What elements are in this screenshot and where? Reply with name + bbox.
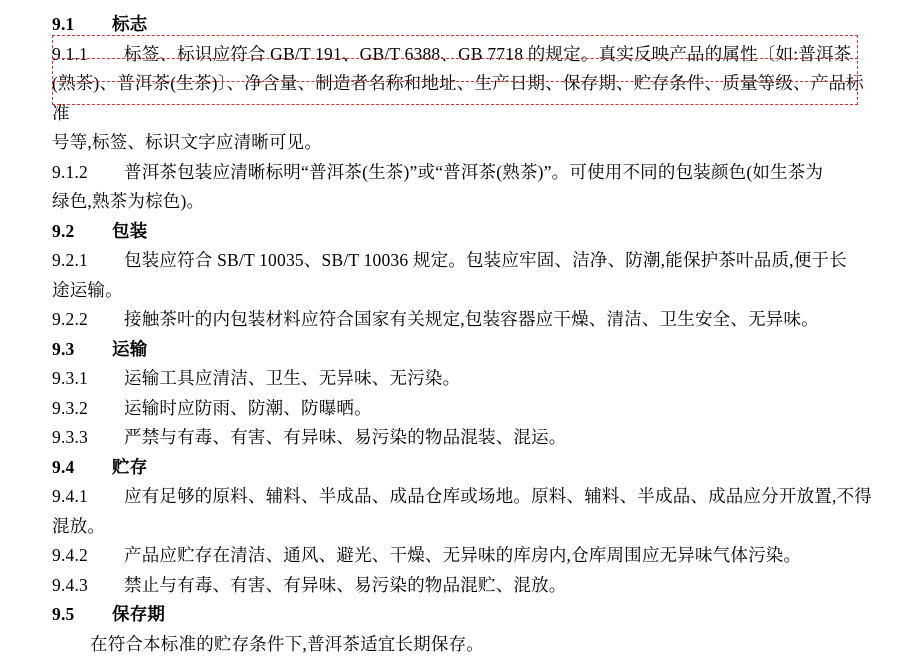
section-heading	[52, 600, 872, 630]
paragraph-text: 在符合本标准的贮存条件下,普洱茶适宜长期保存。	[52, 630, 872, 659]
clause-9-2-2	[52, 305, 872, 335]
section-number: 9.3	[52, 335, 104, 365]
clause-text: 标签、标识应符合 GB/T 191、GB/T 6388、GB 7718 的规定。真实反映产品的属性〔如:普洱茶	[124, 44, 851, 64]
closing-paragraph	[52, 630, 872, 659]
clause-line	[52, 364, 872, 394]
clause-number: 9.4.2	[52, 541, 124, 571]
annotation-highlight-rule	[52, 81, 858, 82]
clause-line: (熟茶)、普洱茶(生茶)〕、净含量、制造者名称和地址、生产日期、保存期、贮存条件、质量等级、产品标准	[52, 69, 872, 128]
section-number: 9.2	[52, 217, 104, 247]
section-heading	[52, 217, 872, 247]
clause-9-3-2	[52, 394, 872, 424]
clause-number: 9.2.1	[52, 246, 124, 276]
clause-9-4-2	[52, 541, 872, 571]
section-heading	[52, 335, 872, 365]
section-title: 贮存	[104, 457, 147, 477]
clause-number: 9.2.2	[52, 305, 124, 335]
clause-text: 产品应贮存在清洁、通风、避光、干燥、无异味的库房内,仓库周围应无异味气体污染。	[124, 545, 801, 565]
section-number: 9.4	[52, 453, 104, 483]
clause-9-1-2	[52, 158, 872, 217]
clause-9-4-3	[52, 571, 872, 601]
section-number: 9.1	[52, 10, 104, 40]
clause-line	[52, 541, 872, 571]
clause-line	[52, 305, 872, 335]
section-number: 9.5	[52, 600, 104, 630]
clause-line: 绿色,熟茶为棕色)。	[52, 187, 872, 217]
clause-line	[52, 482, 872, 512]
section-heading	[52, 453, 872, 483]
clause-line: 号等,标签、标识文字应清晰可见。	[52, 128, 872, 158]
section-9-1	[52, 10, 872, 40]
clause-9-4-1	[52, 482, 872, 541]
clause-text: 严禁与有毒、有害、有异味、易污染的物品混装、混运。	[124, 427, 567, 447]
clause-text: 应有足够的原料、辅料、半成品、成品仓库或场地。原料、辅料、半成品、成品应分开放置,不得	[124, 486, 872, 506]
clause-9-3-1	[52, 364, 872, 394]
clause-number: 9.1.1	[52, 40, 124, 70]
clause-line	[52, 394, 872, 424]
section-title: 包装	[104, 221, 147, 241]
clause-text: 普洱茶包装应清晰标明“普洱茶(生茶)”或“普洱茶(熟茶)”。可使用不同的包装颜色(如生茶为	[124, 162, 823, 182]
clause-line	[52, 571, 872, 601]
clause-text: 运输工具应清洁、卫生、无异味、无污染。	[124, 368, 460, 388]
section-title: 标志	[104, 14, 147, 34]
clause-line	[52, 246, 872, 276]
clause-number: 9.3.3	[52, 423, 124, 453]
section-heading	[52, 10, 872, 40]
section-title: 保存期	[104, 604, 165, 624]
clause-line: 途运输。	[52, 276, 872, 306]
annotation-highlight-rule	[52, 58, 858, 59]
clause-number: 9.4.1	[52, 482, 124, 512]
clause-9-3-3	[52, 423, 872, 453]
section-9-2	[52, 217, 872, 247]
clause-number: 9.3.1	[52, 364, 124, 394]
clause-line	[52, 158, 872, 188]
section-9-3	[52, 335, 872, 365]
clause-9-2-1	[52, 246, 872, 305]
clause-text: 接触茶叶的内包装材料应符合国家有关规定,包装容器应干燥、清洁、卫生安全、无异味。	[124, 309, 819, 329]
clause-text: 禁止与有毒、有害、有异味、易污染的物品混贮、混放。	[124, 575, 567, 595]
section-9-5	[52, 600, 872, 630]
section-title: 运输	[104, 339, 147, 359]
clause-number: 9.4.3	[52, 571, 124, 601]
clause-line: 混放。	[52, 512, 872, 542]
clause-line	[52, 423, 872, 453]
clause-line	[52, 40, 872, 70]
clause-number: 9.1.2	[52, 158, 124, 188]
clause-number: 9.3.2	[52, 394, 124, 424]
clause-text: 运输时应防雨、防潮、防曝晒。	[124, 398, 372, 418]
section-9-4	[52, 453, 872, 483]
clause-text: 包装应符合 SB/T 10035、SB/T 10036 规定。包装应牢固、洁净、防潮,能保护茶叶品质,便于长	[124, 250, 847, 270]
